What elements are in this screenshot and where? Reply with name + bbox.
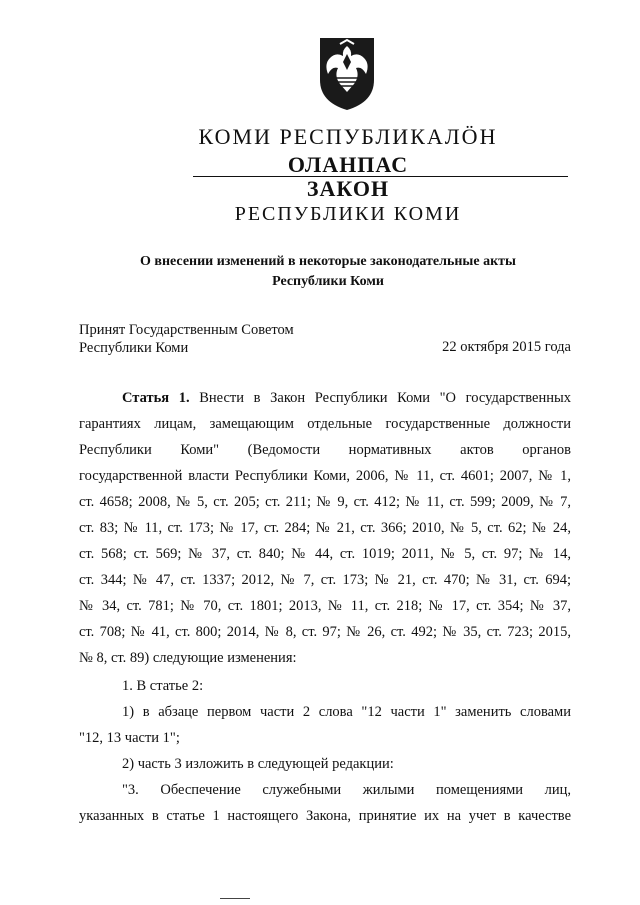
adopted-by-line-2: Республики Коми	[79, 340, 189, 356]
quote-line-1: "3. Обеспечение служебными жилыми помещениями лиц,	[122, 782, 571, 798]
adoption-date: 22 октября 2015 года	[442, 339, 571, 355]
subitem-1-line-2: "12, 13 части 1";	[79, 730, 180, 746]
article-1-line: ст. 708; № 41, ст. 800; 2014, № 8, ст. 97; № 26, ст. 492; № 35, ст. 723; 2015,	[79, 624, 571, 640]
article-1-line: ст. 344; № 47, ст. 1337; 2012, № 7, ст. 173; № 21, ст. 470; № 31, ст. 694;	[79, 572, 571, 588]
adopted-by-line-1: Принят Государственным Советом	[79, 322, 294, 338]
law-title-line-1: О внесении изменений в некоторые законодательные акты	[140, 254, 516, 269]
item-1: 1. В статье 2:	[122, 678, 204, 694]
law-title-line-2: Республики Коми	[272, 274, 384, 289]
article-1-first-line	[79, 388, 571, 408]
quote-line-2: указанных в статье 1 настоящего Закона, принятие их на учет в качестве	[79, 808, 571, 824]
header-line-republic: РЕСПУБЛИКИ КОМИ	[234, 203, 462, 225]
article-1-line: Республики Коми" (Ведомости нормативных актов органов	[79, 442, 571, 458]
article-1-line: ст. 83; № 11, ст. 173; № 17, ст. 284; № 21, ст. 366; 2010, № 5, ст. 62; № 24,	[79, 520, 571, 536]
coat-of-arms-emblem	[318, 36, 376, 112]
article-1-line: государственной власти Республики Коми, 2006, № 11, ст. 4601; 2007, № 1,	[79, 468, 571, 484]
header-line-olanpas: ОЛАНПАС	[287, 152, 409, 177]
article-1-line: ст. 568; ст. 569; № 37, ст. 840; № 44, ст. 1019; 2011, № 5, ст. 97; № 14,	[79, 546, 571, 562]
subitem-1-line-1: 1) в абзаце первом части 2 слова "12 части 1" заменить словами	[122, 704, 571, 720]
header-line-komi: КОМИ РЕСПУБЛИКАЛÖН	[198, 124, 498, 149]
article-1-label: Статья 1.	[122, 390, 190, 406]
article-1-first-text: Внести в Закон Республики Коми "О государственных	[189, 390, 571, 406]
subitem-2: 2) часть 3 изложить в следующей редакции:	[122, 756, 394, 772]
page-bottom-mark	[220, 898, 250, 899]
article-1-line: № 34, ст. 781; № 70, ст. 1801; 2013, № 11, ст. 218; № 17, ст. 354; № 37,	[79, 598, 571, 614]
article-1-line: гарантиях лицам, замещающим отдельные государственные должности	[79, 416, 571, 432]
article-1-line: № 8, ст. 89) следующие изменения:	[79, 650, 297, 666]
article-1-line: ст. 4658; 2008, № 5, ст. 205; ст. 211; № 9, ст. 412; № 11, ст. 599; 2009, № 7,	[79, 494, 571, 510]
header-line-zakon: ЗАКОН	[306, 176, 390, 201]
